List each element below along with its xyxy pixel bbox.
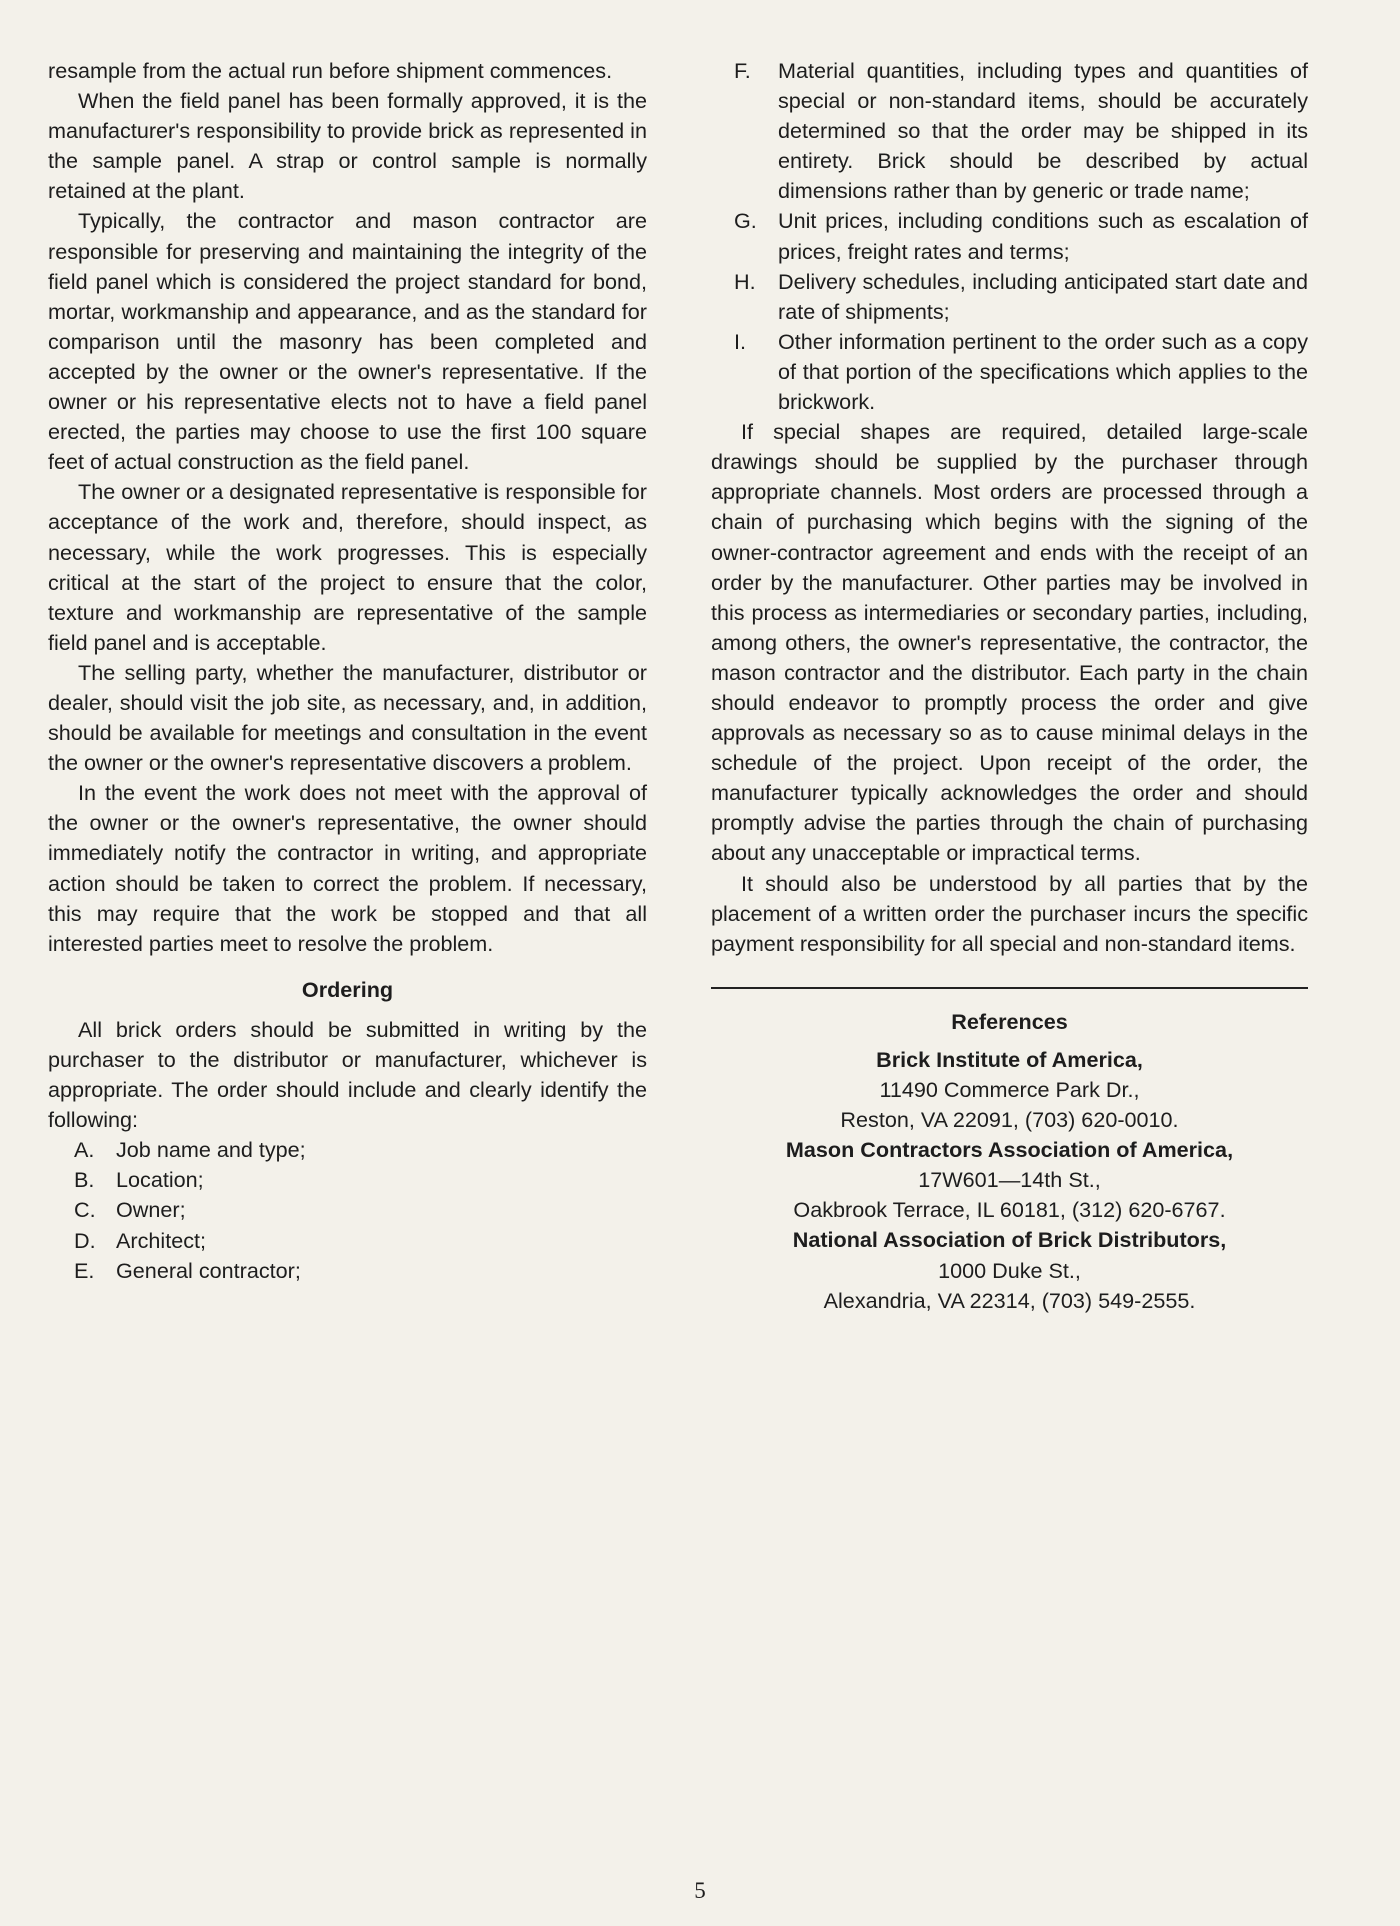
paragraph-field-panel-approval: When the field panel has been formally approved, it is the manufacturer's responsibility to provide brick as represented in the sample panel. A strap or control sample is normally retained at the plant. — [48, 88, 647, 204]
list-item — [48, 1226, 647, 1256]
list-item — [709, 327, 1308, 417]
reference-org-name: National Association of Brick Distributors, — [792, 1227, 1227, 1253]
left-column — [48, 56, 647, 1286]
list-item — [709, 267, 1308, 327]
list-text: Other information pertinent to the order such as a copy of that portion of the specifications which applies to the brickwork. — [778, 328, 1308, 415]
list-letter: G. — [734, 208, 757, 234]
list-letter: D. — [74, 1227, 96, 1253]
paragraph-owner-acceptance: The owner or a designated representative is responsible for acceptance of the work and, therefore, should inspect, as necessary, while the work progresses. This is especially critical at the start of the project to ensure that the color, texture and workmanship are representative of the sample field panel and is acceptable. — [48, 479, 647, 655]
reference-address-line: 1000 Duke St., — [938, 1257, 1081, 1283]
list-text: Unit prices, including conditions such as escalation of prices, freight rates and terms; — [778, 208, 1308, 264]
reference-address-line: 17W601—14th St., — [918, 1167, 1101, 1193]
list-text: Location; — [116, 1167, 204, 1193]
paragraph-payment-responsibility: It should also be understood by all parties that by the placement of a written order the purchaser incurs the specific payment responsibility for all special and non-standard items. — [711, 870, 1308, 956]
list-text: Material quantities, including types and quantities of special or non-standard items, should be accurately determined so that the order may be shipped in its entirety. Brick should be described by actual dimensions rather than by generic or trade name; — [778, 58, 1308, 204]
paragraph-contractor-responsibility: Typically, the contractor and mason contractor are responsible for preserving and maintaining the integrity of the field panel which is considered the project standard for bond, mortar, workmanship and appearance, and as the standard for comparison until the masonry has been completed and accepted by the owner or the owner's representative. If the owner or his representative elects not to have a field panel erected, the parties may choose to use the first 100 square feet of actual construction as the field panel. — [48, 208, 647, 475]
paragraph-special-shapes: If special shapes are required, detailed large-scale drawings should be supplied by the purchaser through appropriate channels. Most orders are processed through a chain of purchasing which begins with the signing of the owner-contractor agreement and ends with the receipt of an order by the manufacturer. Other parties may be involved in this process as intermediaries or secondary parties, including, among others, the owner's representative, the contractor, the mason contractor and the distributor. Each party in the chain should endeavor to promptly process the order and give approvals as necessary so as to cause minimal delays in the schedule of the project. Upon receipt of the order, the manufacturer typically acknowledges the order and should promptly advise the parties through the chain of purchasing about any unacceptable or impractical terms. — [711, 419, 1308, 866]
ordering-list-left — [48, 1135, 647, 1285]
paragraph-ordering-intro: All brick orders should be submitted in writing by the purchaser to the distributor or manufacturer, whichever is appropriate. The order should include and clearly identify the following: — [48, 1016, 647, 1133]
list-letter: I. — [734, 328, 746, 354]
list-letter: F. — [734, 58, 751, 83]
list-text: Architect; — [116, 1227, 207, 1253]
right-column — [711, 56, 1308, 1316]
list-text: General contractor; — [116, 1257, 301, 1283]
reference-address-line: 11490 Commerce Park Dr., — [879, 1077, 1140, 1102]
paragraph-work-not-approved: In the event the work does not meet with the approval of the owner or the owner's representative, the owner should immediately notify the contractor in writing, and appropriate action should be taken to correct the problem. If necessary, this may require that the work be stopped and that all interested parties meet to resolve the problem. — [48, 780, 647, 956]
list-item — [48, 1195, 647, 1225]
paragraph-continued: resample from the actual run before shipment commences. — [48, 58, 613, 83]
section-heading-ordering: Ordering — [301, 976, 394, 1002]
page-number: 5 — [694, 1878, 706, 1903]
list-text: Owner; — [116, 1197, 186, 1223]
list-letter: B. — [74, 1167, 95, 1193]
list-text: Job name and type; — [116, 1137, 306, 1163]
list-text: Delivery schedules, including anticipated start date and rate of shipments; — [778, 268, 1308, 324]
paragraph-selling-party: The selling party, whether the manufacturer, distributor or dealer, should visit the job site, as necessary, and, in addition, should be available for meetings and consultation in the event the owner or the owner's representative discovers a problem. — [48, 659, 647, 776]
reference-address-line: Oakbrook Terrace, IL 60181, (312) 620-6767. — [793, 1197, 1226, 1223]
list-letter: C. — [74, 1197, 96, 1223]
ordering-list-right — [709, 56, 1308, 417]
list-item — [48, 1165, 647, 1195]
list-letter: H. — [734, 268, 756, 294]
list-item — [709, 206, 1308, 266]
reference-address-line: Reston, VA 22091, (703) 620-0010. — [840, 1107, 1179, 1133]
list-item — [48, 1135, 647, 1165]
section-heading-references: References — [951, 1008, 1068, 1034]
list-item — [709, 56, 1308, 206]
references-section — [711, 1007, 1308, 1316]
reference-org-name: Brick Institute of America, — [876, 1046, 1143, 1072]
reference-address-line: Alexandria, VA 22314, (703) 549-2555. — [823, 1287, 1196, 1313]
list-item — [48, 1256, 647, 1286]
list-letter: A. — [74, 1137, 95, 1163]
list-letter: E. — [74, 1257, 95, 1283]
section-divider — [711, 987, 1308, 989]
reference-org-name: Mason Contractors Association of America, — [785, 1137, 1234, 1163]
